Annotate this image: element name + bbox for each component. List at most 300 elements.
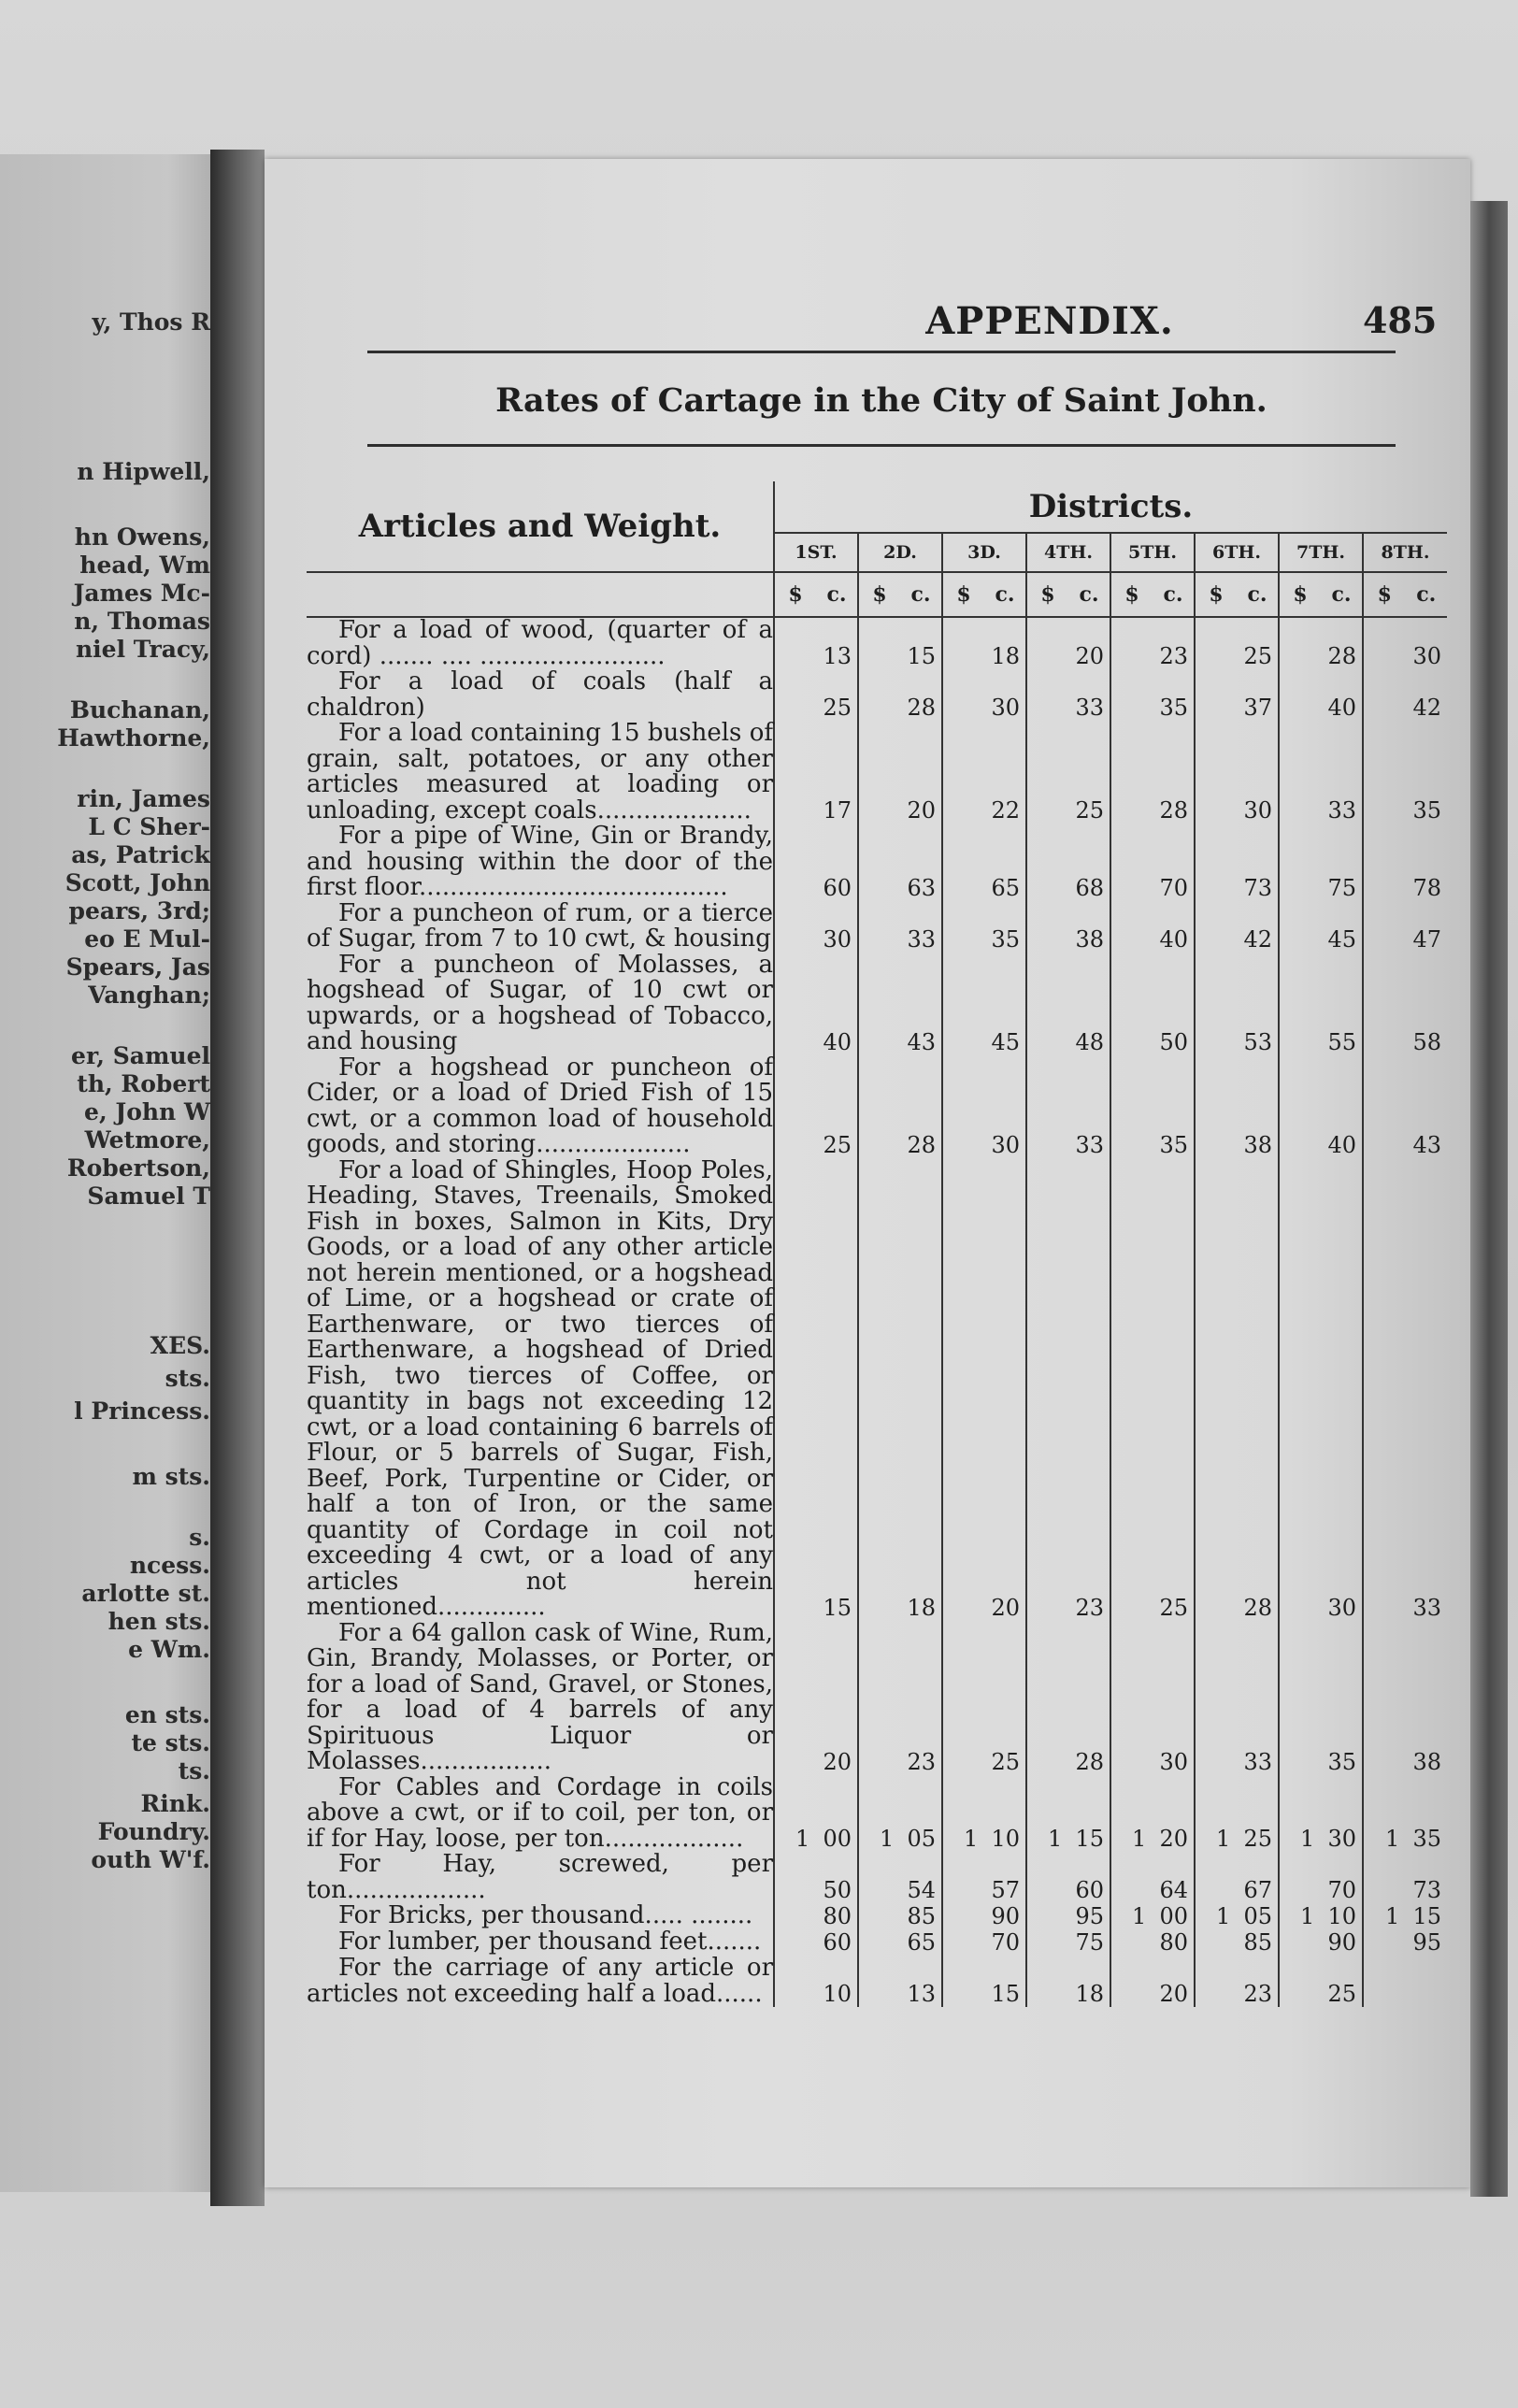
rate-cents: 64 [1159, 1877, 1188, 1903]
article-text: For a load of wood, (quarter of a cord) ....... .... ........................ [307, 616, 773, 670]
rate-cents: 70 [1159, 874, 1188, 901]
rate-cents: 15 [991, 1981, 1020, 2007]
rate-cell [858, 953, 942, 1055]
rate-cell [858, 1929, 942, 1956]
rate-cell [1110, 1903, 1195, 1929]
table-row [307, 669, 1447, 721]
rate-cell [1026, 721, 1110, 824]
previous-page-line: Wetmore, [84, 1126, 210, 1154]
rate-cell [1026, 1852, 1110, 1903]
table-row [307, 1621, 1447, 1775]
rate-cell [1195, 1158, 1279, 1621]
rate-cell [858, 721, 942, 824]
rate-cell [1279, 1929, 1363, 1956]
rate-cell [858, 669, 942, 721]
rate-cell [1195, 1903, 1279, 1929]
rate-cell [1110, 1158, 1195, 1621]
dollar-unit: $ [872, 582, 887, 607]
rate-cell [1363, 901, 1447, 953]
previous-page-line: te sts. [131, 1729, 210, 1756]
rate-cell [942, 1956, 1026, 2007]
rate-cell [1279, 1903, 1363, 1929]
rate-cents: 73 [1412, 1877, 1441, 1903]
article-text: For a load containing 15 bushels of grain, salt, potatoes, or any other articles measured at loading or unloading, except coals.................... [307, 719, 773, 824]
rate-cell [774, 1956, 858, 2007]
rate-cell [1279, 1621, 1363, 1775]
district-1-header: 1ST. [774, 533, 858, 572]
rate-cell [1110, 953, 1195, 1055]
rate-cents: 35 [1327, 1748, 1356, 1775]
rate-cell [858, 1621, 942, 1775]
article-text: For a load of coals (half a chaldron) [307, 667, 773, 722]
previous-page-line: rin, James [77, 785, 210, 812]
rate-cell [1110, 824, 1195, 901]
rate-cents: 28 [907, 695, 936, 721]
rate-cents: 85 [907, 1903, 936, 1929]
rate-cell [1110, 1621, 1195, 1775]
rate-cents: 35 [1412, 1826, 1441, 1852]
rate-cell [774, 953, 858, 1055]
rate-cents: 33 [1075, 1131, 1104, 1158]
rate-dollars: 1 [1132, 1903, 1147, 1929]
rate-cell [942, 617, 1026, 669]
rate-cents: 25 [823, 1131, 852, 1158]
article-text: For the carriage of any article or articles not exceeding half a load...... [307, 1954, 773, 2008]
district-5-header: 5TH. [1110, 533, 1195, 572]
rate-cell [1026, 1775, 1110, 1853]
rate-cell [774, 669, 858, 721]
rate-cell [1363, 617, 1447, 669]
rate-cell [1363, 1158, 1447, 1621]
previous-page-fragment [0, 154, 210, 2192]
article-description [307, 721, 774, 824]
cents-unit: c. [1416, 582, 1437, 607]
district-2-header: 2D. [858, 533, 942, 572]
rate-cell [1363, 1852, 1447, 1903]
previous-page-line: sts. [165, 1365, 210, 1392]
rate-cell [1363, 1055, 1447, 1158]
rate-cell [1195, 1621, 1279, 1775]
article-text: For a pipe of Wine, Gin or Brandy, and housing within the door of the first floor........................................ [307, 822, 773, 901]
rate-cents: 20 [1075, 643, 1104, 669]
rate-cents: 40 [1327, 695, 1356, 721]
previous-page-line: Robertson, [66, 1154, 210, 1182]
article-description [307, 1055, 774, 1158]
previous-page-line: ncess. [129, 1552, 210, 1579]
rate-cell [1195, 1929, 1279, 1956]
previous-page-line: Rink. [140, 1790, 210, 1817]
unit-row [307, 572, 1447, 617]
rate-cents: 17 [823, 797, 852, 824]
rate-cents: 28 [1243, 1594, 1272, 1621]
table-row [307, 1852, 1447, 1903]
book-gutter [210, 150, 265, 2206]
rate-cents: 35 [1159, 695, 1188, 721]
rate-cell [1279, 617, 1363, 669]
rate-cents: 85 [1243, 1929, 1272, 1956]
article-text: For Cables and Cordage in coils above a cwt, or if to coil, per ton, or if for Hay, loose, per ton.................. [307, 1772, 773, 1853]
rate-cell [1195, 669, 1279, 721]
rate-cell [774, 1158, 858, 1621]
rate-cents: 60 [1075, 1877, 1104, 1903]
rate-cell [1279, 901, 1363, 953]
rate-cell [1026, 901, 1110, 953]
rate-cents: 33 [1075, 695, 1104, 721]
table-row [307, 1956, 1447, 2007]
article-description [307, 1852, 774, 1903]
previous-page-line: hn Owens, [74, 523, 210, 551]
district-2-units [858, 572, 942, 617]
rate-cents: 30 [991, 1131, 1020, 1158]
rate-cents: 23 [1243, 1981, 1272, 2007]
rate-cents: 18 [1075, 1981, 1104, 2007]
table-row [307, 1055, 1447, 1158]
rate-cell [1026, 824, 1110, 901]
rate-cell [1026, 669, 1110, 721]
rate-cents: 54 [907, 1877, 936, 1903]
article-text: For a 64 gallon cask of Wine, Rum, Gin, Brandy, Molasses, or Porter, or for a load of Sand, Gravel, or Stones, for a load of 4 barrels of any Spirituous Liquor or Molasses................. [307, 1618, 773, 1775]
rate-cell [1110, 1852, 1195, 1903]
rate-cents: 75 [1075, 1929, 1104, 1956]
article-description [307, 1155, 774, 1621]
rates-body [307, 617, 1447, 2007]
rate-cell [1279, 824, 1363, 901]
dollar-unit: $ [1209, 582, 1224, 607]
rate-cell [1363, 721, 1447, 824]
article-description [307, 824, 774, 901]
article-description [307, 1618, 774, 1775]
rate-cell [1363, 1956, 1447, 2007]
rate-cell [1195, 617, 1279, 669]
rate-dollars: 1 [964, 1826, 979, 1852]
rate-cell [942, 1055, 1026, 1158]
rate-cell [858, 1956, 942, 2007]
cartage-rates-table [307, 481, 1447, 2007]
article-text: For Bricks, per thousand..... ........ [338, 1901, 753, 1929]
rate-cell [942, 669, 1026, 721]
rate-cents: 37 [1243, 695, 1272, 721]
rate-cents: 00 [823, 1826, 852, 1852]
cents-unit: c. [995, 582, 1015, 607]
rate-cents: 50 [823, 1877, 852, 1903]
rate-cell [1110, 1929, 1195, 1956]
districts-header: Districts. [774, 481, 1447, 533]
rate-cents: 95 [1075, 1903, 1104, 1929]
rate-cents: 15 [1075, 1826, 1104, 1852]
district-3-header: 3D. [942, 533, 1026, 572]
rate-cell [1195, 1956, 1279, 2007]
rate-cents: 20 [1159, 1981, 1188, 2007]
rate-cents: 45 [1327, 925, 1356, 953]
article-description [307, 669, 774, 721]
rate-cell [942, 1929, 1026, 1956]
article-text: For lumber, per thousand feet....... [338, 1928, 762, 1956]
rate-dollars: 1 [880, 1826, 895, 1852]
rate-cents: 25 [1159, 1594, 1188, 1621]
table-row [307, 1775, 1447, 1853]
previous-page-line: n, Thomas [74, 608, 210, 635]
rate-cell [1026, 1621, 1110, 1775]
rate-cents: 30 [1159, 1748, 1188, 1775]
header-rule [367, 351, 1396, 353]
rate-cents: 33 [907, 925, 936, 953]
rate-cents: 25 [1243, 643, 1272, 669]
rate-cents: 40 [1327, 1131, 1356, 1158]
running-title: APPENDIX. [925, 299, 1174, 343]
previous-page-line: hen sts. [107, 1608, 210, 1635]
previous-page-line: Samuel T [87, 1182, 210, 1210]
previous-page-line: y, Thos R [92, 308, 210, 336]
rate-cell [1026, 1956, 1110, 2007]
previous-page-line: e, John W [84, 1098, 210, 1125]
rate-cents: 23 [1159, 643, 1188, 669]
rate-cell [1279, 669, 1363, 721]
article-text: For a hogshead or puncheon of Cider, or a load of Dried Fish of 15 cwt, or a common load of household goods, and storing.................... [307, 1053, 773, 1158]
rate-cents: 23 [1075, 1594, 1104, 1621]
rate-cell [858, 1158, 942, 1621]
article-description [307, 1903, 774, 1929]
rate-cell [942, 1903, 1026, 1929]
rate-cell [858, 824, 942, 901]
title-rule [367, 444, 1396, 447]
previous-page-line: outh W'f. [91, 1846, 210, 1873]
rate-cents: 90 [1327, 1929, 1356, 1956]
rate-cell [1195, 901, 1279, 953]
cents-unit: c. [1079, 582, 1099, 607]
previous-page-line: en sts. [124, 1701, 210, 1728]
rate-cell [858, 1903, 942, 1929]
table-row [307, 1158, 1447, 1621]
rate-cell [942, 824, 1026, 901]
rate-cell [942, 901, 1026, 953]
district-7-units [1279, 572, 1363, 617]
rate-cell [774, 901, 858, 953]
previous-page-line: m sts. [132, 1463, 210, 1490]
rate-dollars: 1 [1132, 1826, 1147, 1852]
rate-cell [858, 1775, 942, 1853]
rate-cents: 25 [1243, 1826, 1272, 1852]
district-8-units [1363, 572, 1447, 617]
district-6-units [1195, 572, 1279, 617]
rate-cell [1110, 1055, 1195, 1158]
rate-cell [1363, 824, 1447, 901]
rate-cents: 30 [1327, 1594, 1356, 1621]
rate-cents: 55 [1327, 1028, 1356, 1055]
rate-cents: 20 [823, 1748, 852, 1775]
rate-cell [1195, 721, 1279, 824]
rate-cents: 10 [823, 1981, 852, 2007]
rate-cents: 90 [991, 1903, 1020, 1929]
rate-cents: 13 [907, 1981, 936, 2007]
rate-cents: 42 [1412, 695, 1441, 721]
appendix-page [265, 159, 1470, 2187]
rate-cents: 25 [823, 695, 852, 721]
rate-cents: 57 [991, 1877, 1020, 1903]
rate-cents: 20 [991, 1594, 1020, 1621]
rate-cents: 75 [1327, 874, 1356, 901]
rate-cents: 20 [1159, 1826, 1188, 1852]
district-4-header: 4TH. [1026, 533, 1110, 572]
rate-cents: 67 [1243, 1877, 1272, 1903]
district-1-units [774, 572, 858, 617]
previous-page-line: Hawthorne, [57, 724, 210, 752]
previous-page-line: Buchanan, [69, 696, 210, 724]
rate-cents: 38 [1243, 1131, 1272, 1158]
district-3-units [942, 572, 1026, 617]
rate-cents: 38 [1412, 1748, 1441, 1775]
previous-page-line: pears, 3rd; [68, 897, 210, 924]
rate-cell [1363, 1621, 1447, 1775]
rate-cents: 28 [1159, 797, 1188, 824]
rate-cents: 50 [1159, 1028, 1188, 1055]
rate-cents: 73 [1243, 874, 1272, 901]
rate-cents: 58 [1412, 1028, 1441, 1055]
rate-cell [774, 1929, 858, 1956]
rate-cell [1279, 1852, 1363, 1903]
previous-page-line: th, Robert [77, 1070, 210, 1097]
rate-cell [1279, 1775, 1363, 1853]
district-5-units [1110, 572, 1195, 617]
previous-page-line: arlotte st. [81, 1580, 210, 1607]
rate-cents: 28 [1075, 1748, 1104, 1775]
district-6-header: 6TH. [1195, 533, 1279, 572]
rate-dollars: 1 [1385, 1903, 1400, 1929]
rate-cents: 35 [1412, 797, 1441, 824]
rate-cell [1110, 617, 1195, 669]
rate-cents: 40 [1159, 925, 1188, 953]
rate-cell [1363, 1929, 1447, 1956]
table-row [307, 617, 1447, 669]
table-row [307, 1903, 1447, 1929]
cents-unit: c. [1163, 582, 1183, 607]
rate-cents: 20 [907, 797, 936, 824]
article-description [307, 617, 774, 669]
dollar-unit: $ [788, 582, 803, 607]
previous-page-line: Foundry. [97, 1818, 210, 1845]
rate-cents: 13 [823, 643, 852, 669]
rate-cell [942, 721, 1026, 824]
rate-dollars: 1 [1300, 1903, 1315, 1929]
rate-cents: 22 [991, 797, 1020, 824]
rate-cents: 10 [991, 1826, 1020, 1852]
rate-cell [774, 1621, 858, 1775]
cents-unit: c. [910, 582, 931, 607]
rate-cell [1026, 617, 1110, 669]
rate-cents: 78 [1412, 874, 1441, 901]
previous-page-line: e Wm. [128, 1636, 210, 1663]
rate-cell [774, 617, 858, 669]
rate-cell [774, 1852, 858, 1903]
rate-dollars: 1 [1216, 1826, 1231, 1852]
rate-cell [1279, 1055, 1363, 1158]
rate-dollars: 1 [1216, 1903, 1231, 1929]
previous-page-line: L C Sher- [88, 813, 210, 840]
article-text: For a puncheon of Molasses, a hogshead of Sugar, of 10 cwt or upwards, or a hogshead of Tobacco, and housing [307, 950, 773, 1055]
rate-cell [1363, 1903, 1447, 1929]
rate-cell [1279, 953, 1363, 1055]
page-edge-stack [1470, 201, 1508, 2197]
rate-cell [1279, 1956, 1363, 2007]
rate-cents: 30 [1243, 797, 1272, 824]
rate-cents: 65 [907, 1929, 936, 1956]
article-text: For Hay, screwed, per ton.................. [307, 1850, 773, 1904]
rate-cents: 28 [1327, 643, 1356, 669]
rate-cents: 53 [1243, 1028, 1272, 1055]
rate-cents: 60 [823, 874, 852, 901]
rate-cell [942, 1852, 1026, 1903]
rate-cell [942, 1775, 1026, 1853]
rate-dollars: 1 [1300, 1826, 1315, 1852]
rate-cell [1363, 1775, 1447, 1853]
rate-cents: 33 [1243, 1748, 1272, 1775]
article-description [307, 1772, 774, 1853]
rate-dollars: 1 [1048, 1826, 1063, 1852]
rate-cell [774, 1055, 858, 1158]
rate-cents: 00 [1159, 1903, 1188, 1929]
rate-cents: 05 [1243, 1903, 1272, 1929]
previous-page-line: Scott, John [64, 869, 210, 896]
rate-cents: 35 [1159, 1131, 1188, 1158]
rate-cell [774, 1775, 858, 1853]
dollar-unit: $ [956, 582, 971, 607]
rate-cents: 95 [1412, 1929, 1441, 1956]
rate-cell [1110, 669, 1195, 721]
page-number: 485 [1363, 299, 1438, 341]
rate-cell [774, 721, 858, 824]
previous-page-line: James Mc- [73, 580, 210, 607]
rate-cents: 30 [1412, 643, 1441, 669]
articles-header: Articles and Weight. [307, 481, 774, 572]
rate-cell [1195, 824, 1279, 901]
rate-cents: 80 [823, 1903, 852, 1929]
rate-cell [858, 1852, 942, 1903]
article-description [307, 898, 774, 953]
rate-cell [1026, 1929, 1110, 1956]
rate-cents: 45 [991, 1028, 1020, 1055]
previous-page-line: n Hipwell, [77, 458, 210, 485]
dollar-unit: $ [1377, 582, 1392, 607]
rate-cell [1363, 953, 1447, 1055]
rate-cents: 10 [1327, 1903, 1356, 1929]
dollar-unit: $ [1293, 582, 1308, 607]
rate-cents: 15 [1412, 1903, 1441, 1929]
rate-cents: 63 [907, 874, 936, 901]
table-row [307, 953, 1447, 1055]
rate-dollars: 1 [1385, 1826, 1400, 1852]
rate-cell [1195, 1852, 1279, 1903]
rate-cents: 33 [1412, 1594, 1441, 1621]
rate-cell [1110, 1956, 1195, 2007]
rate-cents: 60 [823, 1929, 852, 1956]
district-4-units [1026, 572, 1110, 617]
rate-cents: 68 [1075, 874, 1104, 901]
article-description [307, 1929, 774, 1956]
rate-cell [1026, 1158, 1110, 1621]
rate-cents: 70 [1327, 1877, 1356, 1903]
table-row [307, 1929, 1447, 1956]
unit-spacer [307, 572, 774, 617]
rate-cell [1195, 1775, 1279, 1853]
rate-cents: 40 [823, 1028, 852, 1055]
rate-cents: 33 [1327, 797, 1356, 824]
rate-cell [1110, 901, 1195, 953]
rate-cell [1026, 1903, 1110, 1929]
rate-cell [942, 1158, 1026, 1621]
rate-cents: 15 [907, 643, 936, 669]
rate-cents: 30 [991, 695, 1020, 721]
previous-page-line: Vanghan; [88, 982, 210, 1009]
rate-cell [1026, 953, 1110, 1055]
